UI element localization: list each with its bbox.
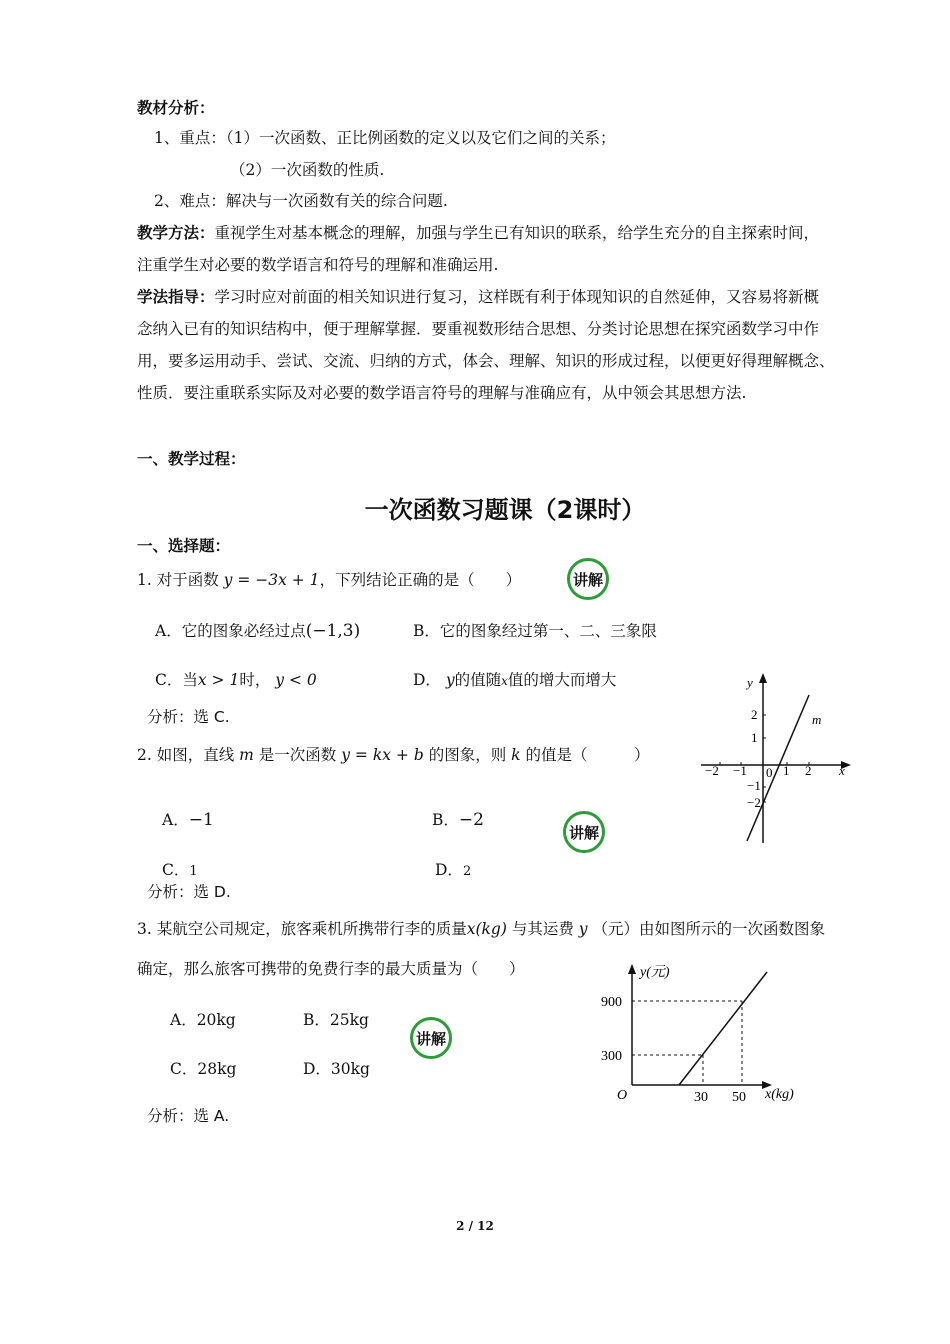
study-guide-line2: 念纳入已有的知识结构中，便于理解掌握．要重视数形结合思想、分类讨论思想在探究函数学习中作 [137,320,820,338]
q3-option-d: D．30kg [303,1060,370,1078]
q2-option-c-value: 1 [189,864,198,879]
q1-option-c-cond: x > 1 [197,671,240,689]
teaching-method [137,223,819,243]
q1-option-c [155,670,317,690]
q2-option-a [162,810,214,830]
q2-answer: 分析：选 D. [147,883,231,901]
q3-tick-x-30: 30 [694,1090,708,1105]
question-3-line2: 确定，那么旅客可携带的免费行李的最大质量为（ ） [137,960,525,978]
q2-m: m [239,746,254,764]
study-guide-label: 学法指导： [137,288,215,306]
q2-tick-x-neg2: −2 [705,763,719,778]
q3-tick-y-300: 300 [601,1049,622,1064]
teaching-method-text: 重视学生对基本概念的理解，加强与学生已有知识的联系，给学生充分的自主探索时间， [214,224,820,242]
q3-x-label: x(kg) [765,1087,794,1102]
q2-origin-label: 0 [766,765,773,780]
q1-option-c-mid: 时， [239,671,271,689]
difficult-point: 2、难点：解决与一次函数有关的综合问题. [154,192,448,210]
q1-option-d-text2: 值的增大而增大 [507,671,617,689]
q2-tick-x-neg1: −1 [733,763,747,778]
q1-option-d: D． y的值随x值的增大而增大 [413,671,617,689]
teaching-method-line2: 注重学生对必要的数学语言和符号的理解和准确运用. [137,256,499,274]
q1-option-a-text: A．它的图象必经过点 [155,622,306,640]
q2-y-arrow [759,673,767,683]
study-guide-line3: 用，要多运用动手、尝试、交流、归纳的方式，体会、理解、知识的形成过程，以便更好得理解概念、 [137,352,835,370]
q3-cost-line [679,972,767,1085]
explain-badge-q2[interactable]: 讲解 [563,811,605,853]
q2-suffix: 的值是（ ） [525,746,650,764]
q2-tick-y-neg2: −2 [747,795,761,810]
q2-option-d-label: D． [435,861,463,879]
q1-option-c-pre: C．当 [155,671,198,689]
q3-y-var: y [578,920,588,938]
q2-tick-y-1: 1 [751,730,758,745]
q3-y-arrow [628,964,636,974]
q1-suffix: ，下列结论正确的是（ ） [319,571,522,589]
q3-tick-y-900: 900 [601,995,622,1010]
question-1 [137,570,521,590]
q1-formula: y = −3x + 1 [223,571,320,589]
page-number: 2 / 12 [456,1219,494,1233]
study-guide-text: 学习时应对前面的相关知识进行复习，这样既有利于体现知识的自然延伸，又容易将新概 [214,288,820,306]
q3-x-var: x(kg) [466,920,507,938]
q1-option-d-var: y [445,671,455,689]
study-guide-line4: 性质．要注重联系实际及对必要的数学语言符号的理解与准确应有，从中领会其思想方法. [137,384,747,402]
q2-option-c-label: C． [162,861,190,879]
q2-tick-y-2: 2 [751,707,758,722]
question-2 [137,745,650,765]
q3-tick-x-50: 50 [732,1090,746,1105]
q3-prefix: 3. 某航空公司规定，旅客乘机所携带行李的质量 [137,920,467,938]
q3-y-label: y(元) [640,965,670,980]
key-point-1: 1、重点：（1）一次函数、正比例函数的定义以及它们之间的关系； [154,129,616,147]
process-heading: 一、教学过程： [137,450,246,468]
q2-prefix: 2. 如图，直线 [137,746,235,764]
q2-option-b-value: −2 [458,810,484,830]
q2-graph [695,665,865,850]
lesson-title: 一次函数习题课（2课时） [364,496,646,524]
q2-option-d [435,860,471,882]
explain-badge-q1[interactable]: 讲解 [567,558,609,600]
q2-tick-x-2: 2 [805,763,812,778]
q2-option-b-label: B． [432,811,459,829]
q1-option-d-text1: 的值随 [454,671,502,689]
q2-x-label: x [839,763,845,778]
q3-graph [595,955,810,1115]
q2-formula: y = kx + b [341,746,424,764]
q3-option-b: B．25kg [303,1011,369,1029]
q2-k: k [511,746,521,764]
q1-option-b: B．它的图象经过第一、二、三象限 [413,622,657,640]
q2-option-a-value: −1 [188,810,214,830]
q2-option-b [432,810,484,830]
q1-answer: 分析：选 C. [147,708,230,726]
q3-origin-label: O [617,1088,628,1103]
explain-badge-q3[interactable]: 讲解 [410,1017,452,1059]
q2-tick-x-1: 1 [783,763,790,778]
q1-prefix: 1. 对于函数 [137,571,224,589]
q3-option-a: A．20kg [170,1011,236,1029]
q1-option-d-var2: x [501,674,508,688]
q1-option-c-result: y < 0 [275,671,317,689]
teaching-method-label: 教学方法： [137,224,215,242]
q3-suffix: （元）由如图所示的一次函数图象 [592,920,825,938]
q3-option-c: C．28kg [170,1060,237,1078]
q3-answer: 分析：选 A. [147,1107,230,1125]
q2-mid2: 的图象，则 [428,746,507,764]
q1-option-a [155,621,360,641]
study-guide [137,287,819,307]
q2-option-a-label: A． [162,811,189,829]
q2-option-c [162,860,198,882]
analysis-heading: 教材分析： [137,99,215,117]
section-heading: 一、选择题： [137,537,231,555]
q1-option-a-point: (−1,3) [305,621,361,641]
question-3 [137,919,825,939]
q2-m-label: m [812,712,822,727]
q2-option-d-value: 2 [462,864,472,879]
q3-mid: 与其运费 [511,920,574,938]
key-point-2: （2）一次函数的性质. [230,161,385,179]
q2-tick-y-neg1: −1 [747,778,761,793]
q2-mid: 是一次函数 [258,746,337,764]
q2-y-label: y [747,675,753,690]
